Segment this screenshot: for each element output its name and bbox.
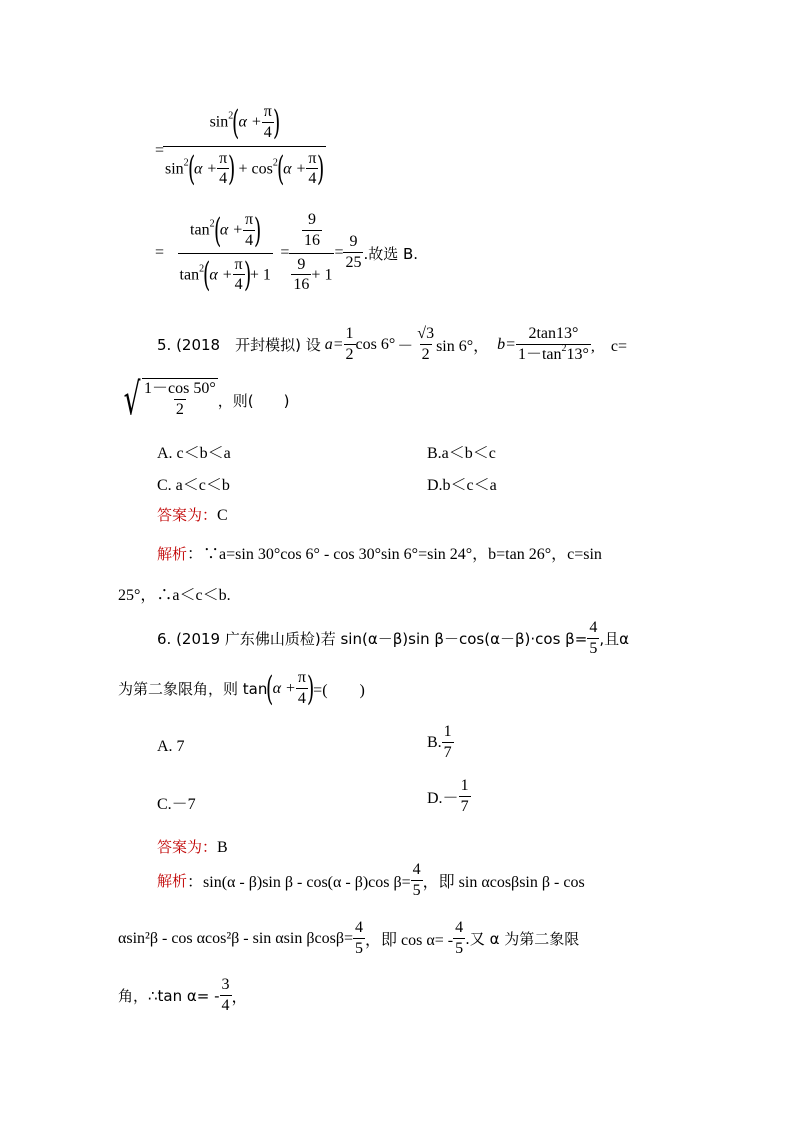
q5-option-d[interactable]: D.b＜c＜a	[427, 477, 497, 494]
big-fraction-sin: $\sin^2(\alpha$ + $\frac{\pi}{4}$ ) $\sin^2(\alpha$ + $\frac{\pi}{4}$ ) + $\cos^2(\alpha$ + $\frac{\pi}{4}$ )	[165, 102, 325, 190]
q6-option-d[interactable]: D.－ $\frac{1}{7}$	[427, 777, 469, 815]
q6-option-c[interactable]: C.－7	[157, 796, 196, 813]
q5-answer: 答案为：C	[157, 506, 228, 524]
nine-sixteen-fraction: $\frac{9}{16}$ $\frac{9}{16}$ + 1	[289, 212, 334, 294]
q6-option-b[interactable]: B. $\frac{1}{7}$	[427, 723, 452, 761]
q6-option-a[interactable]: A. 7	[157, 738, 185, 755]
q5-option-c[interactable]: C. a＜c＜b	[157, 477, 230, 494]
q6-analysis-line3: 角，∴tan α= - $\frac{3}{4}$ ，	[118, 976, 248, 1014]
q6-stem-line2: 为第二象限角，则 tan ( α + $\frac{\pi}{4}$ ) =( )	[118, 668, 365, 709]
tan-fraction: $\tan^2(\alpha$ + $\frac{\pi}{4}$ ) $\tan^2(\alpha$ + $\frac{\pi}{4}$ )+ 1	[179, 210, 271, 296]
q6-stem-line1: 6. (2019 广东佛山质检)若 sin(α－β)sin β－cos(α－β)·cos β= $\frac{4}{5}$ ,且α	[157, 619, 629, 657]
prev-fraction-2: = $\tan^2(\alpha$ + $\frac{\pi}{4}$ ) $\tan^2(\alpha$ + $\frac{\pi}{4}$ )+ 1 = $\frac{9}{16}$ $\frac{9}{16}$ + 1 = $\frac{9}{25}$ .故选 B.	[155, 210, 419, 296]
prev-conclusion: .故选 B.	[363, 244, 419, 263]
q5-stem-line1: 5. (2018 开封模拟) 设 a= $\frac{1}{2}$ cos 6° － $\frac{√3}{2}$ sin 6°， b= $\frac{2\tan 13^\circ}{1-\tan^213^\circ}$ , c=	[157, 325, 628, 363]
q5-analysis-line2: 25°，∴a＜c＜b.	[118, 587, 231, 604]
q6-answer: 答案为：B	[157, 838, 228, 856]
nine-twentyfive-fraction: $\frac{9}{25}$	[345, 233, 362, 272]
q5-analysis-line1: 解析：∵a=sin 30°cos 6° - cos 30°sin 6°=sin 24°，b=tan 26°，c=sin	[157, 545, 602, 563]
q6-analysis-line2: αsin²β - cos αcos²β - sin αsin βcosβ= $\frac{4}{5}$ ，即 cos α= - $\frac{4}{5}$ .又 α 为第二象限	[118, 919, 580, 957]
q5-option-b[interactable]: B.a＜b＜c	[427, 445, 496, 462]
sqrt-expression: √ $\frac{1-\cos 50^\circ}{2}$	[123, 374, 216, 425]
q5-option-a[interactable]: A. c＜b＜a	[157, 445, 231, 462]
q6-analysis-line1: 解析 ：sin(α - β)sin β - cos(α - β)cos β= $\frac{4}{5}$ ，即 sin αcosβsin β - cos	[157, 861, 585, 899]
q5-stem-line2: √ $\frac{1-\cos 50^\circ}{2}$ ，则( )	[118, 378, 290, 422]
prev-fraction-1: = $\sin^2(\alpha$ + $\frac{\pi}{4}$ ) $\sin^2(\alpha$ + $\frac{\pi}{4}$ ) + $\cos^2(\alpha$ + $\frac{\pi}{4}$ )	[155, 102, 325, 190]
